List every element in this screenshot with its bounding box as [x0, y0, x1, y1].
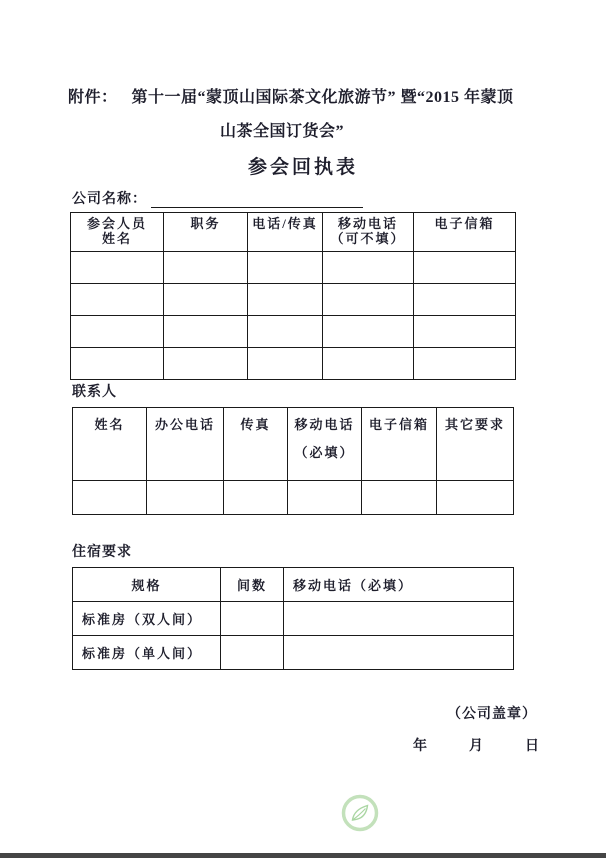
participants-empty-row: [71, 316, 516, 348]
empty-cell: [414, 252, 516, 284]
accommodation-header-row: [73, 568, 514, 602]
participants-col-email: [414, 213, 516, 252]
participants-col-phone-fax: [248, 213, 323, 252]
date-line: [413, 735, 539, 755]
header-line1: 办公电话: [154, 417, 215, 432]
empty-cell: [164, 252, 248, 284]
empty-cell: [248, 284, 323, 316]
page-bottom-edge: [0, 853, 606, 858]
accommodation-table: [72, 567, 514, 670]
form-title: 参会回执表: [247, 157, 358, 178]
heading-line1-text: 第十一届“蒙顶山国际茶文化旅游节” 暨“2015 年蒙顶: [131, 89, 514, 106]
header-line1: 参会人员: [86, 216, 147, 231]
empty-cell: [323, 252, 414, 284]
contacts-header-row: [73, 408, 514, 481]
empty-cell: [71, 316, 164, 348]
accommodation-col-mobile: 移动电话（必填）: [284, 568, 514, 602]
empty-cell: [147, 481, 224, 515]
participants-table: [70, 212, 516, 380]
header-line1: 电子信箱: [434, 216, 495, 231]
participants-col-mobile: [323, 213, 414, 252]
empty-cell: [323, 284, 414, 316]
empty-cell: [362, 481, 437, 515]
room-type-label: 标准房（单人间）: [73, 636, 221, 670]
empty-cell: [248, 348, 323, 380]
company-name-fill-line: [151, 192, 363, 208]
empty-cell: [323, 316, 414, 348]
accommodation-row-double: [73, 602, 514, 636]
header-line1: 职务: [190, 216, 221, 231]
empty-cell: [71, 284, 164, 316]
contacts-col-fax: [224, 408, 288, 481]
header-line2: 姓名: [101, 231, 132, 246]
empty-cell: [288, 481, 362, 515]
participants-empty-row: [71, 284, 516, 316]
empty-cell: [414, 284, 516, 316]
empty-cell: [71, 348, 164, 380]
accommodation-col-room-count: 间数: [221, 568, 284, 602]
contacts-table: [72, 407, 514, 515]
contacts-col-office-phone: [147, 408, 224, 481]
header-line1: 其它要求: [444, 417, 505, 432]
accommodation-section-label: 住宿要求: [72, 545, 132, 560]
company-seal-note: （公司盖章）: [447, 707, 537, 722]
empty-cell: [221, 636, 284, 670]
company-name-label: 公司名称：: [72, 192, 147, 207]
heading-line1: [68, 88, 538, 107]
empty-cell: [71, 252, 164, 284]
empty-cell: [284, 602, 514, 636]
header-line1: 移动电话: [294, 417, 355, 432]
header-line2: （可不填）: [330, 231, 406, 246]
empty-cell: [437, 481, 514, 515]
participants-empty-row: [71, 252, 516, 284]
contacts-section-label: 联系人: [72, 385, 117, 400]
day-label: 日: [525, 739, 539, 754]
contacts-col-name: [73, 408, 147, 481]
header-line1: 传真: [240, 417, 271, 432]
room-type-label: 标准房（双人间）: [73, 602, 221, 636]
header-line1: 姓名: [94, 417, 125, 432]
empty-cell: [164, 284, 248, 316]
contacts-col-other: [437, 408, 514, 481]
empty-cell: [73, 481, 147, 515]
empty-cell: [414, 348, 516, 380]
empty-cell: [248, 316, 323, 348]
header-line2: （必填）: [294, 445, 355, 460]
empty-cell: [221, 602, 284, 636]
month-label: 月: [469, 739, 483, 754]
document-heading: [68, 88, 538, 141]
empty-cell: [164, 348, 248, 380]
contacts-col-email: [362, 408, 437, 481]
empty-cell: [164, 316, 248, 348]
header-line1: 电话/传真: [252, 216, 318, 231]
header-line1: 移动电话: [337, 216, 398, 231]
empty-cell: [414, 316, 516, 348]
empty-cell: [248, 252, 323, 284]
company-name-row: [72, 188, 363, 208]
accommodation-col-spec: 规格: [73, 568, 221, 602]
participants-col-position: [164, 213, 248, 252]
empty-cell: [224, 481, 288, 515]
accommodation-row-single: [73, 636, 514, 670]
attachment-label: 附件：: [68, 89, 118, 106]
leaf-logo-icon: [340, 793, 380, 833]
empty-cell: [323, 348, 414, 380]
header-line1: 电子信箱: [368, 417, 429, 432]
participants-header-row: [71, 213, 516, 252]
heading-line2: 山茶全国订货会”: [219, 123, 344, 140]
participants-empty-row: [71, 348, 516, 380]
contacts-col-mobile: [288, 408, 362, 481]
year-label: 年: [413, 739, 427, 754]
contacts-empty-row: [73, 481, 514, 515]
empty-cell: [284, 636, 514, 670]
participants-col-name: [71, 213, 164, 252]
